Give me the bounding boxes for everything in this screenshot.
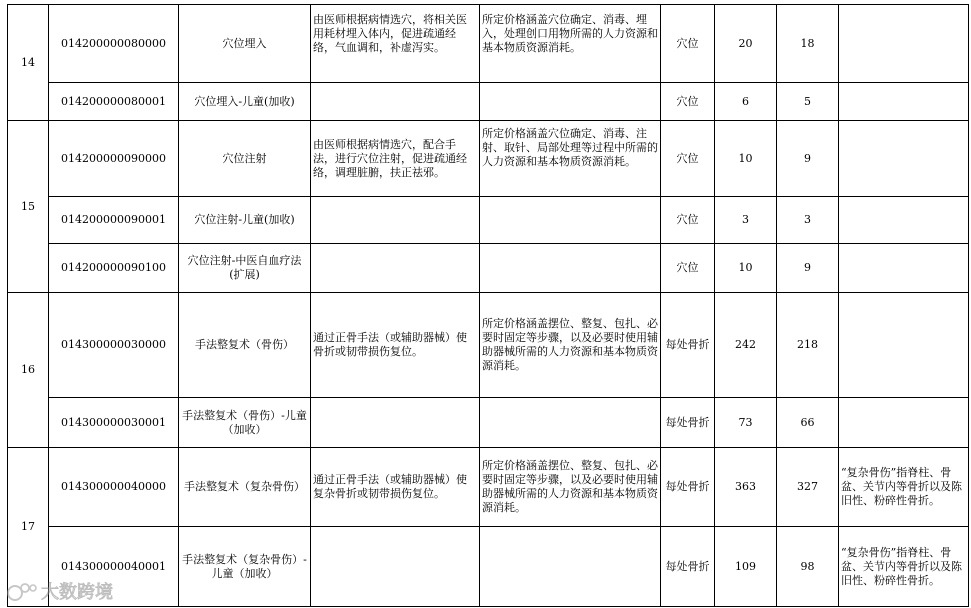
table-row: [8, 398, 969, 448]
item-name-cell: 穴位埋入: [179, 5, 311, 83]
code-cell: 014300000040001: [49, 527, 179, 607]
code-cell: 014300000040000: [49, 448, 179, 527]
unit-cell: 穴位: [661, 121, 715, 197]
watermark-text-icon: [41, 581, 127, 603]
price-cell: 218: [777, 293, 839, 398]
code-cell: 014200000090000: [49, 121, 179, 197]
price-cell: 363: [715, 448, 777, 527]
unit-cell: 穴位: [661, 83, 715, 121]
note-cell: [839, 197, 969, 244]
table-row: [8, 5, 969, 83]
price-cell: 327: [777, 448, 839, 527]
unit-cell: 穴位: [661, 197, 715, 244]
price-cell: 9: [777, 121, 839, 197]
content-cell: [311, 244, 480, 293]
code-cell: 014200000080000: [49, 5, 179, 83]
content-cell: 通过正骨手法（或辅助器械）使骨折或韧带损伤复位。: [311, 293, 480, 398]
item-name-cell: 手法整复术（骨伤）: [179, 293, 311, 398]
note-cell: “复杂骨伤”指脊柱、骨盆、关节内等骨折以及陈旧性、粉碎性骨折。: [839, 448, 969, 527]
code-cell: 014200000090001: [49, 197, 179, 244]
content-cell: 由医师根据病情选穴，配合手法，进行穴位注射，促进疏通经络，调理脏腑，扶正祛邪。: [311, 121, 480, 197]
scope-cell: [480, 197, 661, 244]
content-cell: 通过正骨手法（或辅助器械）使复杂骨折或韧带损伤复位。: [311, 448, 480, 527]
code-cell: 014200000080001: [49, 83, 179, 121]
seq-cell: 14: [8, 5, 49, 121]
price-cell: 18: [777, 5, 839, 83]
note-cell: [839, 121, 969, 197]
scope-cell: [480, 83, 661, 121]
scope-cell: [480, 398, 661, 448]
note-cell: [839, 293, 969, 398]
table-row: [8, 293, 969, 398]
table-row: [8, 527, 969, 607]
unit-cell: 每处骨折: [661, 527, 715, 607]
price-cell: 3: [715, 197, 777, 244]
seq-cell: 15: [8, 121, 49, 293]
scope-cell: 所定价格涵盖穴位确定、消毒、注射、取针、局部处理等过程中所需的人力资源和基本物质资源消耗。: [480, 121, 661, 197]
item-name-cell: 穴位注射-中医自血疗法(扩展): [179, 244, 311, 293]
scope-cell: 所定价格涵盖摆位、整复、包扎、必要时固定等步骤，以及必要时使用辅助器械所需的人力资源和基本物质资源消耗。: [480, 293, 661, 398]
code-cell: 014300000030001: [49, 398, 179, 448]
price-cell: 5: [777, 83, 839, 121]
price-cell: 66: [777, 398, 839, 448]
item-name-cell: 手法整复术（复杂骨伤）: [179, 448, 311, 527]
price-cell: 3: [777, 197, 839, 244]
price-cell: 9: [777, 244, 839, 293]
price-cell: 6: [715, 83, 777, 121]
content-cell: [311, 527, 480, 607]
table-row: [8, 121, 969, 197]
price-table: [7, 4, 969, 607]
unit-cell: 每处骨折: [661, 293, 715, 398]
item-name-cell: 穴位注射: [179, 121, 311, 197]
code-cell: 014200000090100: [49, 244, 179, 293]
price-cell: 10: [715, 121, 777, 197]
unit-cell: 每处骨折: [661, 398, 715, 448]
note-cell: [839, 244, 969, 293]
item-name-cell: 穴位注射-儿童(加收): [179, 197, 311, 244]
price-cell: 98: [777, 527, 839, 607]
content-cell: [311, 197, 480, 244]
price-cell: 20: [715, 5, 777, 83]
svg-text:大数跨境: 大数跨境: [41, 582, 113, 603]
scope-cell: 所定价格涵盖穴位确定、消毒、埋入，处理创口用物所需的人力资源和基本物质资源消耗。: [480, 5, 661, 83]
price-cell: 109: [715, 527, 777, 607]
item-name-cell: 穴位埋入-儿童(加收): [179, 83, 311, 121]
unit-cell: 穴位: [661, 5, 715, 83]
content-cell: [311, 398, 480, 448]
table-row: [8, 448, 969, 527]
watermark: [6, 580, 128, 604]
watermark-logo-icon: [6, 581, 38, 603]
seq-cell: 16: [8, 293, 49, 448]
unit-cell: 穴位: [661, 244, 715, 293]
note-cell: “复杂骨伤”指脊柱、骨盆、关节内等骨折以及陈旧性、粉碎性骨折。: [839, 527, 969, 607]
scope-cell: [480, 527, 661, 607]
seq-cell: 17: [8, 448, 49, 607]
price-cell: 10: [715, 244, 777, 293]
table-row: [8, 244, 969, 293]
table-row: [8, 83, 969, 121]
price-cell: 73: [715, 398, 777, 448]
scope-cell: 所定价格涵盖摆位、整复、包扎、必要时固定等步骤，以及必要时使用辅助器械所需的人力资源和基本物质资源消耗。: [480, 448, 661, 527]
price-cell: 242: [715, 293, 777, 398]
note-cell: [839, 83, 969, 121]
item-name-cell: 手法整复术（骨伤）-儿童（加收）: [179, 398, 311, 448]
scope-cell: [480, 244, 661, 293]
item-name-cell: 手法整复术（复杂骨伤）-儿童（加收）: [179, 527, 311, 607]
unit-cell: 每处骨折: [661, 448, 715, 527]
content-cell: 由医师根据病情选穴，将相关医用耗材埋入体内，促进疏通经络，气血调和，补虚泻实。: [311, 5, 480, 83]
note-cell: [839, 398, 969, 448]
table-row: [8, 197, 969, 244]
code-cell: 014300000030000: [49, 293, 179, 398]
content-cell: [311, 83, 480, 121]
note-cell: [839, 5, 969, 83]
